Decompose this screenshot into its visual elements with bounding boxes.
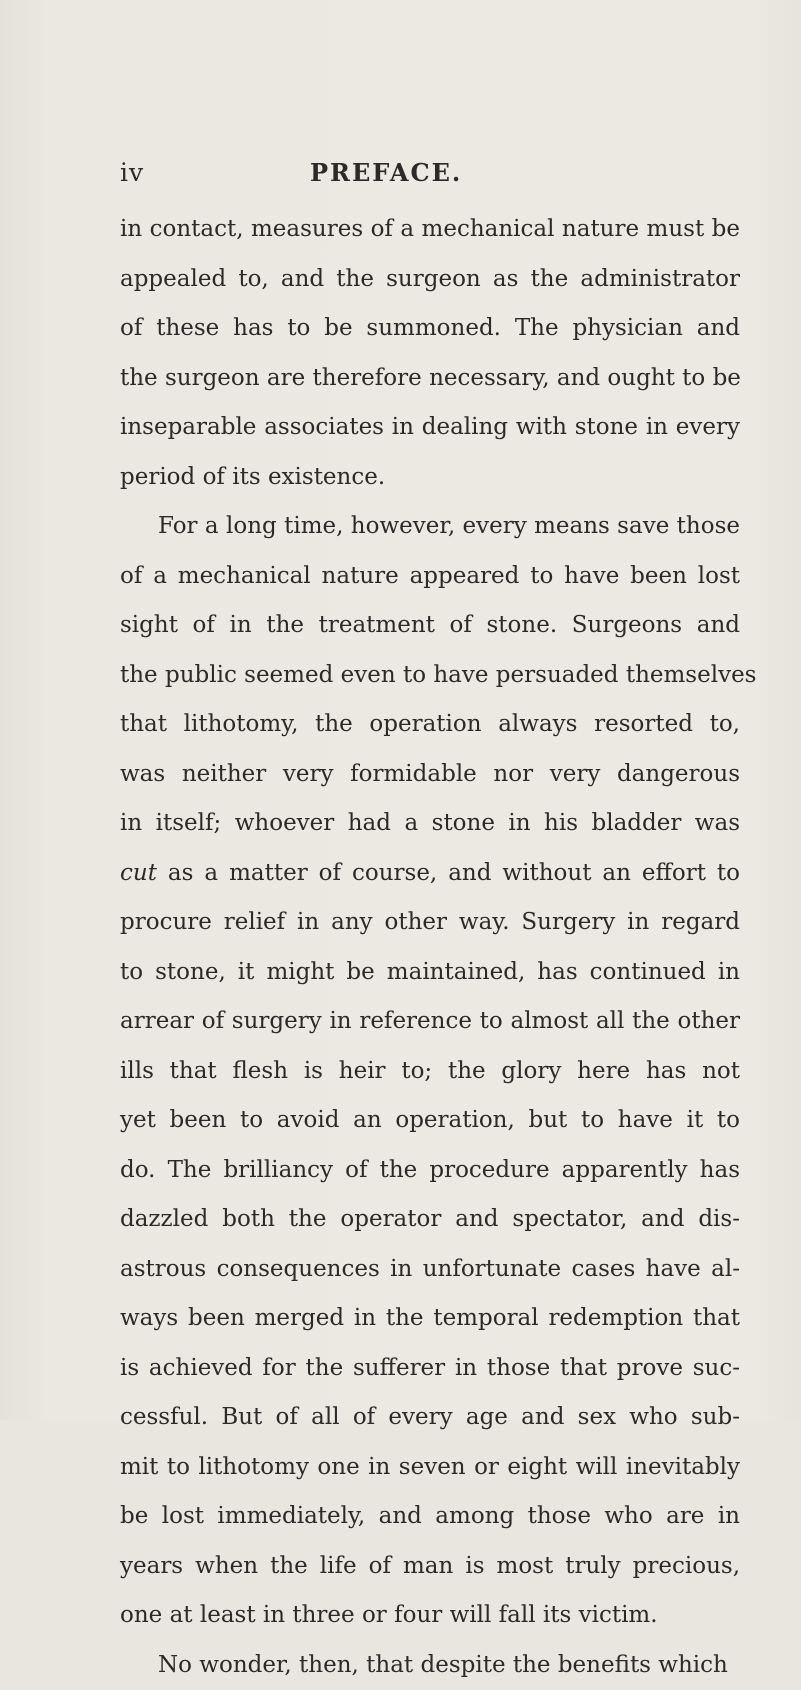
text-line: is achieved for the sufferer in those that prove suc-	[120, 1344, 740, 1394]
paragraph-start-line: For a long time, however, every means save those	[120, 502, 740, 552]
text-line: the surgeon are therefore necessary, and ought to be	[120, 354, 740, 404]
body-text	[120, 205, 740, 1690]
running-head-title: PREFACE.	[310, 158, 462, 187]
paragraph-start-line: No wonder, then, that despite the benefits which	[120, 1641, 740, 1690]
text-line: do. The brilliancy of the procedure apparently has	[120, 1146, 740, 1196]
text-line: dazzled both the operator and spectator, and dis-	[120, 1195, 740, 1245]
text-line: of these has to be summoned. The physician and	[120, 304, 740, 354]
text-line: to stone, it might be maintained, has continued in	[120, 948, 740, 998]
text-line: inseparable associates in dealing with stone in every	[120, 403, 740, 453]
text-line: appealed to, and the surgeon as the administrator	[120, 255, 740, 305]
text-line: that lithotomy, the operation always resorted to,	[120, 700, 740, 750]
text-line: mit to lithotomy one in seven or eight will inevitably	[120, 1443, 740, 1493]
text-line: in contact, measures of a mechanical nature must be	[120, 205, 740, 255]
text-line: astrous consequences in unfortunate cases have al-	[120, 1245, 740, 1295]
text-line: ways been merged in the temporal redemption that	[120, 1294, 740, 1344]
text-line: cessful. But of all of every age and sex who sub-	[120, 1393, 740, 1443]
text-line: the public seemed even to have persuaded themselves	[120, 651, 740, 701]
italic-word: cut	[120, 860, 157, 886]
text-line: procure relief in any other way. Surgery in regard	[120, 898, 740, 948]
text-line: yet been to avoid an operation, but to have it to	[120, 1096, 740, 1146]
text-line: ills that flesh is heir to; the glory here has not	[120, 1047, 740, 1097]
text-line: of a mechanical nature appeared to have been lost	[120, 552, 740, 602]
text-line: was neither very formidable nor very dangerous	[120, 750, 740, 800]
running-head	[0, 158, 801, 198]
text-line: cut as a matter of course, and without an effort to	[120, 849, 740, 899]
page-number: iv	[120, 158, 144, 187]
text-line: sight of in the treatment of stone. Surgeons and	[120, 601, 740, 651]
text-line: arrear of surgery in reference to almost all the other	[120, 997, 740, 1047]
text-line: one at least in three or four will fall its victim.	[120, 1591, 740, 1641]
text-line: years when the life of man is most truly precious,	[120, 1542, 740, 1592]
text-line: period of its existence.	[120, 453, 740, 503]
text-line: be lost immediately, and among those who are in	[120, 1492, 740, 1542]
text-line: in itself; whoever had a stone in his bladder was	[120, 799, 740, 849]
